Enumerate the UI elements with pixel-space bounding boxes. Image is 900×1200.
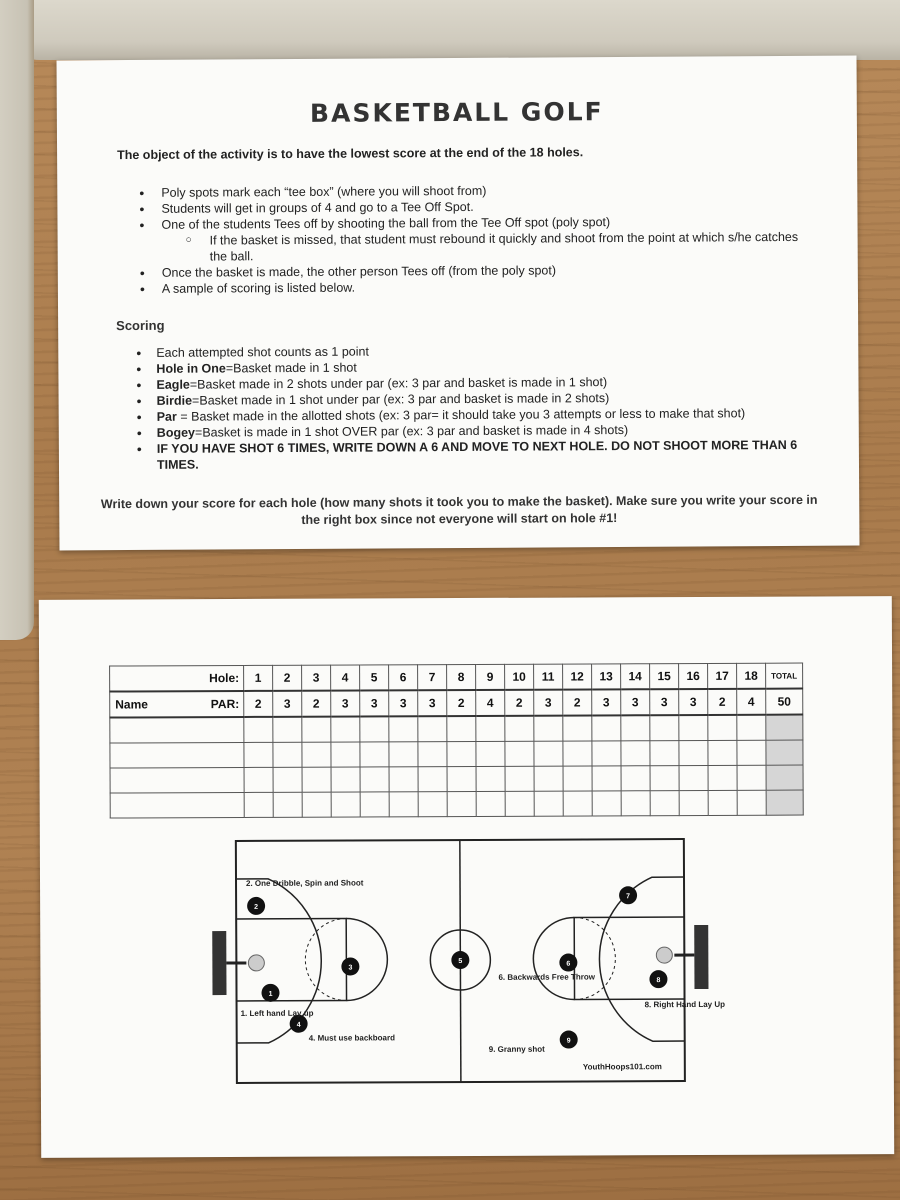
par-row	[110, 689, 803, 718]
objective-text: The object of the activity is to have the lowest score at the end of the 18 holes.	[117, 145, 584, 163]
hole-number: 5	[360, 665, 389, 691]
right-hoop	[656, 947, 672, 963]
score-cell[interactable]	[331, 716, 360, 742]
left-ft-arc-dashed	[305, 919, 346, 1001]
scoring-item: • IF YOU HAVE SHOT 6 TIMES, WRITE DOWN A 6 AND MOVE TO NEXT HOLE. DO NOT SHOOT MORE THAN 6 TIMES.	[133, 437, 813, 473]
score-cell[interactable]	[679, 715, 708, 741]
score-cell[interactable]	[621, 766, 650, 791]
score-cell[interactable]	[476, 791, 505, 816]
score-cell[interactable]	[621, 715, 650, 741]
scoring-item: • Hole in One=Basket made in 1 shot	[132, 357, 812, 377]
score-cell[interactable]	[389, 742, 418, 767]
sheet-title: BASKETBALL GOLF	[309, 97, 604, 128]
station-2	[247, 897, 265, 915]
score-cell[interactable]	[447, 766, 476, 791]
hole-number: 15	[650, 664, 679, 690]
hole-number: 17	[708, 663, 737, 689]
score-cell[interactable]	[389, 716, 418, 742]
score-cell[interactable]	[592, 791, 621, 816]
score-cell[interactable]	[447, 716, 476, 742]
score-cell[interactable]	[273, 792, 302, 817]
par-value: 2	[302, 691, 331, 717]
par-value: 3	[679, 689, 708, 715]
score-cell[interactable]	[563, 715, 592, 741]
total-cell	[766, 740, 803, 765]
left-hoop	[248, 955, 264, 971]
score-cell[interactable]	[592, 715, 621, 741]
score-cell[interactable]	[418, 792, 447, 817]
par-value: 3	[534, 690, 563, 716]
score-cell[interactable]	[360, 742, 389, 767]
final-note: Write down your score for each hole (how many shots it took you to make the basket). Make sure you write your score in the right box since not everyone will start on hole #1!	[100, 492, 818, 527]
svg-text:8: 8	[656, 977, 661, 985]
hole-number: 12	[563, 664, 592, 690]
score-cell[interactable]	[418, 742, 447, 767]
hole-number: 14	[621, 664, 650, 690]
svg-text:6: 6	[566, 960, 571, 968]
par-value: 2	[708, 689, 737, 715]
score-cell[interactable]	[360, 792, 389, 817]
score-cell[interactable]	[737, 715, 766, 741]
par-value: 4	[737, 689, 766, 715]
score-cell[interactable]	[302, 742, 331, 767]
score-cell[interactable]	[505, 766, 534, 791]
par-value: 3	[650, 689, 679, 715]
score-cell[interactable]	[737, 740, 766, 765]
score-cell[interactable]	[708, 790, 737, 815]
par-value: 3	[360, 690, 389, 716]
total-label: TOTAL	[766, 663, 803, 689]
score-cell[interactable]	[592, 766, 621, 791]
score-cell[interactable]	[418, 716, 447, 742]
score-cell[interactable]	[447, 741, 476, 766]
hole-number: 2	[273, 665, 302, 691]
scoring-heading: Scoring	[116, 317, 165, 334]
score-cell[interactable]	[563, 766, 592, 791]
station-4-label: 4. Must use backboard	[308, 1033, 395, 1043]
hole-number: 4	[331, 665, 360, 691]
hole-number: 10	[505, 664, 534, 690]
par-value: 4	[476, 690, 505, 716]
score-cell[interactable]	[563, 791, 592, 816]
scoring-list	[132, 341, 813, 473]
score-cell[interactable]	[302, 792, 331, 817]
svg-text:4: 4	[296, 1021, 301, 1029]
tray-side	[0, 0, 34, 640]
station-9-label: 9. Granny shot	[488, 1044, 545, 1054]
hole-number: 13	[592, 664, 621, 690]
right-ft-arc-dashed	[574, 917, 615, 999]
court-credit: YouthHoops101.com	[582, 1062, 662, 1072]
score-cell[interactable]	[244, 717, 273, 743]
tray-rim	[0, 0, 900, 60]
score-cell[interactable]	[389, 767, 418, 792]
scoring-item: • Each attempted shot counts as 1 point	[132, 341, 812, 361]
score-cell[interactable]	[331, 767, 360, 792]
score-cell[interactable]	[650, 791, 679, 816]
player-name-cell[interactable]	[110, 767, 244, 793]
station-3	[341, 957, 359, 975]
station-6	[559, 954, 577, 972]
right-three-point	[599, 877, 685, 1041]
rule-item: • Poly spots mark each “tee box” (where you will shoot from)	[135, 181, 815, 201]
score-cell[interactable]	[621, 741, 650, 766]
rule-subitem: ○ If the basket is missed, that student must rebound it quickly and shoot from the point at which s/he catches the ball.	[136, 229, 816, 265]
score-cell[interactable]	[534, 741, 563, 766]
par-label: PAR:	[210, 696, 240, 712]
score-cell[interactable]	[505, 741, 534, 766]
instructions-sheet	[57, 56, 860, 551]
score-cell[interactable]	[447, 791, 476, 816]
hole-number: 3	[302, 665, 331, 691]
player-name-cell[interactable]	[110, 792, 244, 818]
score-cell[interactable]	[302, 717, 331, 743]
score-cell[interactable]	[505, 791, 534, 816]
scoring-item: • Eagle=Basket made in 2 shots under par (ex: 3 par and basket is made in 1 shot)	[132, 373, 812, 393]
score-cell[interactable]	[679, 740, 708, 765]
rule-item: • A sample of scoring is listed below.	[136, 277, 816, 297]
score-cell[interactable]	[244, 792, 273, 817]
station-5	[451, 951, 469, 969]
svg-text:7: 7	[626, 893, 631, 901]
score-cell[interactable]	[592, 741, 621, 766]
score-entry-row	[110, 715, 803, 744]
score-cell[interactable]	[534, 716, 563, 742]
rule-item: • Once the basket is made, the other person Tees off (from the poly spot)	[136, 261, 816, 281]
scorecard-sheet	[39, 596, 894, 1158]
score-cell[interactable]	[621, 791, 650, 816]
score-cell[interactable]	[737, 765, 766, 790]
score-entry-row	[110, 740, 803, 768]
score-entry-row	[110, 765, 803, 793]
hole-number: 1	[244, 665, 273, 691]
score-cell[interactable]	[708, 715, 737, 741]
score-cell[interactable]	[302, 767, 331, 792]
hole-number: 16	[679, 663, 708, 689]
score-cell[interactable]	[650, 741, 679, 766]
par-value: 3	[389, 690, 418, 716]
score-cell[interactable]	[679, 790, 708, 815]
station-9	[560, 1031, 578, 1049]
scoring-item: • Bogey=Basket is made in 1 shot OVER par (ex: 3 par and basket is made in 4 shots)	[133, 421, 813, 441]
score-entry-row	[110, 790, 803, 818]
score-cell[interactable]	[737, 790, 766, 815]
par-value: 3	[592, 689, 621, 715]
player-name-cell[interactable]	[110, 742, 244, 768]
score-cell[interactable]	[244, 767, 273, 792]
station-1	[261, 984, 279, 1002]
par-value: 3	[331, 690, 360, 716]
rule-item: • One of the students Tees off by shooting the ball from the Tee Off spot (poly spot)	[135, 213, 815, 233]
par-value: 2	[505, 690, 534, 716]
player-name-cell[interactable]	[110, 717, 244, 743]
total-cell	[766, 790, 803, 815]
total-par: 50	[766, 689, 803, 715]
score-cell[interactable]	[331, 792, 360, 817]
score-cell[interactable]	[389, 792, 418, 817]
par-value: 2	[447, 690, 476, 716]
court-diagram	[208, 829, 726, 1091]
score-cell[interactable]	[708, 740, 737, 765]
score-cell[interactable]	[534, 791, 563, 816]
total-cell	[766, 765, 803, 790]
score-cell[interactable]	[273, 717, 302, 743]
score-cell[interactable]	[476, 716, 505, 742]
score-cell[interactable]	[244, 742, 273, 767]
hole-label: Hole:	[110, 665, 244, 691]
score-cell[interactable]	[505, 716, 534, 742]
station-1-label: 1. Left hand Lay up	[240, 1008, 314, 1018]
scoring-item: • Birdie=Basket made in 1 shot under par (ex: 3 par and basket is made in 2 shots)	[133, 389, 813, 409]
score-cell[interactable]	[418, 767, 447, 792]
score-cell[interactable]	[650, 766, 679, 791]
svg-text:5: 5	[458, 958, 463, 966]
hole-number: 8	[447, 664, 476, 690]
score-entry-rows	[110, 715, 803, 819]
par-value: 3	[418, 690, 447, 716]
svg-text:9: 9	[566, 1037, 571, 1045]
par-value: 3	[621, 689, 650, 715]
score-cell[interactable]	[476, 741, 505, 766]
rule-item: • Students will get in groups of 4 and go to a Tee Off Spot.	[135, 197, 815, 217]
hole-row	[110, 663, 803, 692]
score-cell[interactable]	[331, 742, 360, 767]
score-cell[interactable]	[273, 767, 302, 792]
hole-number: 11	[534, 664, 563, 690]
station-8-label: 8. Right Hand Lay Up	[644, 999, 726, 1010]
hole-number: 9	[476, 664, 505, 690]
total-cell	[766, 715, 803, 741]
par-label-cell	[110, 691, 244, 718]
score-cell[interactable]	[563, 741, 592, 766]
hole-number: 18	[737, 663, 766, 689]
name-label: Name	[115, 697, 148, 712]
station-6-label: 6. Backwards Free Throw	[498, 972, 595, 982]
score-cell[interactable]	[650, 715, 679, 741]
par-value: 2	[563, 689, 592, 715]
score-cell[interactable]	[360, 716, 389, 742]
score-cell[interactable]	[273, 742, 302, 767]
left-backboard-stand	[212, 931, 226, 995]
hole-number: 6	[389, 665, 418, 691]
score-cell[interactable]	[679, 765, 708, 790]
score-cell[interactable]	[360, 767, 389, 792]
scoring-item: • Par = Basket made in the allotted shots (ex: 3 par= it should take you 3 attempts or less to make that shot)	[133, 405, 813, 425]
right-backboard-stand	[694, 925, 708, 989]
score-cell[interactable]	[708, 765, 737, 790]
svg-text:2: 2	[254, 903, 259, 911]
hole-number: 7	[418, 665, 447, 691]
station-8	[649, 970, 667, 988]
svg-text:1: 1	[268, 990, 273, 998]
svg-text:3: 3	[348, 964, 353, 972]
score-table	[109, 663, 804, 819]
score-cell[interactable]	[534, 766, 563, 791]
station-2-label: 2. One Dribble, Spin and Shoot	[246, 878, 364, 888]
score-cell[interactable]	[476, 766, 505, 791]
station-7	[619, 886, 637, 904]
par-value: 2	[244, 691, 273, 717]
par-value: 3	[273, 691, 302, 717]
rules-list	[135, 181, 816, 297]
